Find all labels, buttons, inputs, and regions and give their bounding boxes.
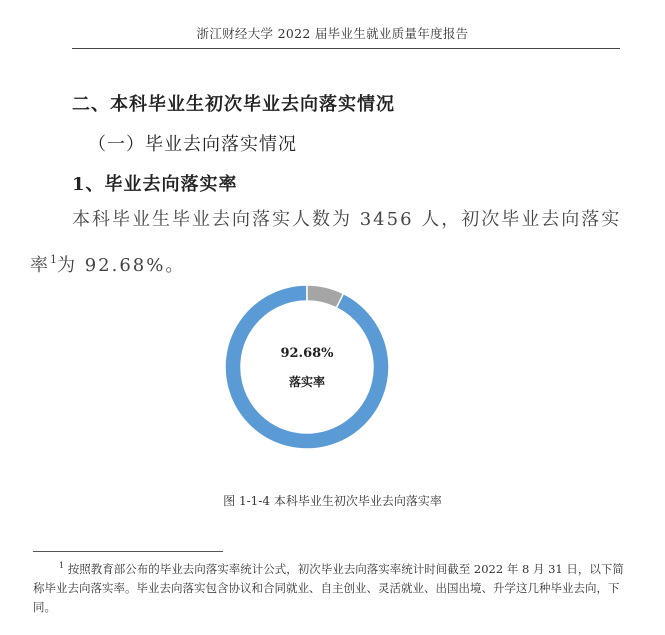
running-header: 浙江财经大学 2022 届毕业生就业质量年度报告 — [196, 26, 469, 41]
header-divider — [72, 48, 620, 49]
donut-chart — [222, 282, 392, 452]
donut-slice-placed — [225, 285, 389, 449]
footnote-reference: 1 — [50, 253, 57, 266]
footnote-marker: 1 — [59, 561, 65, 570]
subsubsection-heading: 1、毕业去向落实率 — [72, 174, 238, 195]
figure-caption: 图 1-1-4 本科毕业生初次毕业去向落实率 — [223, 494, 442, 508]
body-paragraph — [30, 200, 630, 286]
subsection-heading: （一）毕业去向落实情况 — [88, 134, 297, 155]
center-text-label: 落实率 — [288, 375, 326, 389]
donut-slice-remaining — [307, 285, 343, 308]
paragraph-text-1: 本科毕业生毕业去向落实人数为 3456 人，初次毕业去向落实率 — [30, 209, 622, 276]
footnote — [33, 556, 633, 617]
section-heading: 二、本科毕业生初次毕业去向落实情况 — [72, 94, 395, 115]
footnote-divider — [33, 551, 223, 552]
center-value-label: 92.68% — [280, 346, 334, 361]
paragraph-text-2: 为 92.68%。 — [57, 255, 186, 276]
footnote-text: 按照教育部公布的毕业去向落实率统计公式，初次毕业去向落实率统计时间截至 2022 年 8 月 31 日，以下简称毕业去向落实率。毕业去向落实包含协议和合同就业、自主创业、灵活就业、出国出境、升学这几种毕业去向，下同。 — [33, 562, 624, 614]
